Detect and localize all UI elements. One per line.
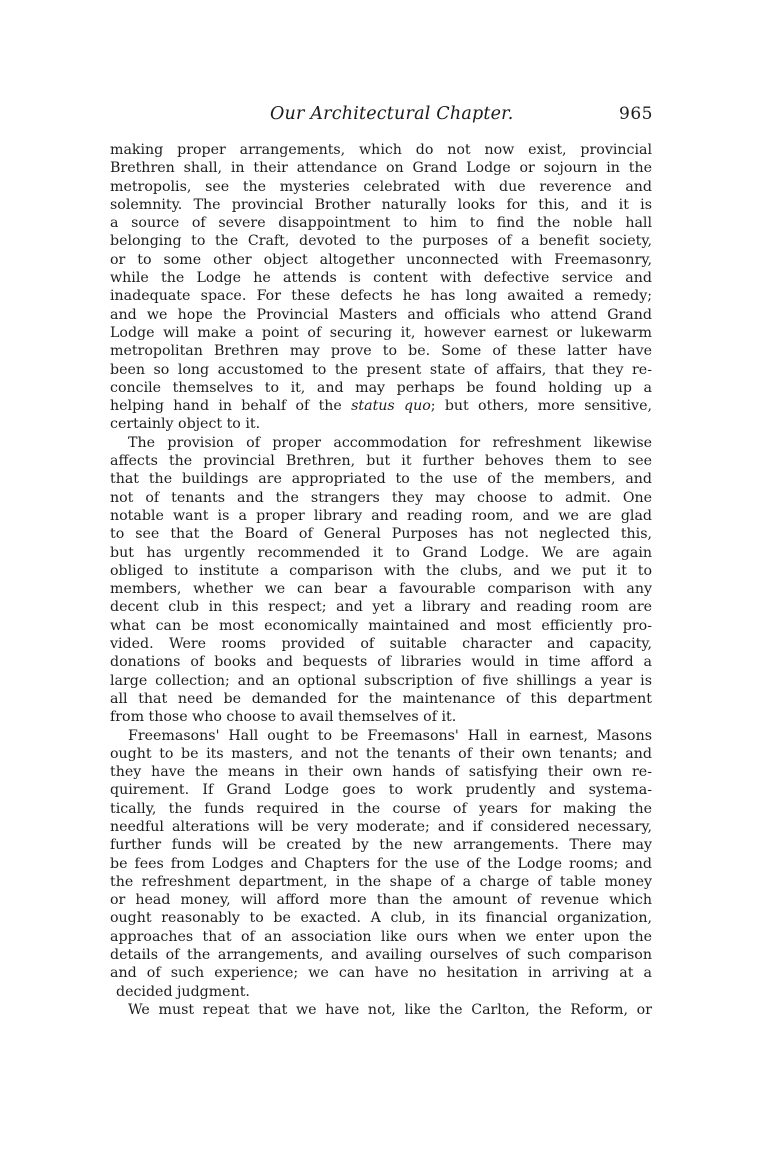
text-line: needful alterations will be very moderate; and if considered necessary, (110, 818, 652, 835)
text-line: and we hope the Provincial Masters and officials who attend Grand (110, 306, 652, 323)
text-line: inadequate space. For these defects he has long awaited a remedy; (110, 288, 652, 305)
text-line: the refreshment department, in the shape of a charge of table money (110, 873, 652, 890)
running-title: Our Architectural Chapter. (270, 104, 514, 124)
text-line: obliged to institute a comparison with the clubs, and we put it to (110, 562, 652, 579)
paragraph-start-line: We must repeat that we have not, like the Carlton, the Reform, or (128, 1001, 652, 1018)
text-line: Brethren shall, in their attendance on Grand Lodge or sojourn in the (110, 160, 652, 177)
text-line: what can be most economically maintained and most efficiently pro- (110, 617, 652, 634)
text-line: approaches that of an association like ours when we enter upon the (110, 928, 652, 945)
text-line: been so long accustomed to the present state of affairs, that they re- (110, 361, 652, 378)
text-line: while the Lodge he attends is content with defective service and (110, 270, 652, 287)
text-line: notable want is a proper library and reading room, and we are glad (110, 507, 652, 524)
text-line: metropolis, see the mysteries celebrated with due reverence and (110, 178, 652, 195)
paragraph-end-line: decided judgment. (116, 983, 250, 1000)
text-line: concile themselves to it, and may perhaps be found holding up a (110, 379, 652, 396)
italic-phrase: status quo (351, 398, 431, 415)
paragraph-start-line: The provision of proper accommodation for refreshment likewise (128, 434, 652, 451)
running-header (0, 104, 763, 132)
text-line: solemnity. The provincial Brother naturally looks for this, and it is (110, 196, 652, 213)
paragraph-end-line: certainly object to it. (110, 416, 261, 433)
text-line: but has urgently recommended it to Grand Lodge. We are again (110, 544, 652, 561)
text-line: not of tenants and the strangers they may choose to admit. One (110, 489, 652, 506)
text-line: metropolitan Brethren may prove to be. Some of these latter have (110, 343, 652, 360)
text-line: or head money, will afford more than the amount of revenue which (110, 892, 652, 909)
text-line: all that need be demanded for the maintenance of this department (110, 690, 652, 707)
text-line: Lodge will make a point of securing it, however earnest or lukewarm (110, 324, 652, 341)
text-line: making proper arrangements, which do not now exist, provincial (110, 142, 652, 158)
text-line: affects the provincial Brethren, but it further behoves them to see (110, 453, 652, 470)
body-text (110, 141, 652, 1019)
text-line: they have the means in their own hands of satisfying their own re- (110, 764, 652, 781)
text-line: be fees from Lodges and Chapters for the use of the Lodge rooms; and (110, 855, 652, 872)
text-line: details of the arrangements, and availing ourselves of such comparison (110, 947, 652, 964)
text-line: to see that the Board of General Purposes has not neglected this, (110, 526, 652, 543)
text-line: belonging to the Craft, devoted to the purposes of a benefit society, (110, 233, 652, 250)
page-number: 965 (619, 104, 653, 124)
text-line: that the buildings are appropriated to the use of the members, and (110, 471, 652, 488)
text-line: further funds will be created by the new arrangements. There may (110, 837, 652, 854)
text-line: or to some other object altogether unconnected with Freemasonry, (110, 251, 652, 268)
text-fragment: helping hand in behalf of the (110, 398, 352, 415)
text-line: donations of books and bequests of libraries would in time afford a (110, 654, 652, 671)
text-line: ought reasonably to be exacted. A club, in its financial organization, (110, 910, 652, 927)
text-line: members, whether we can bear a favourable comparison with any (110, 581, 652, 598)
text-fragment: ; but others, more sensitive, (430, 398, 652, 415)
paragraph-end-line: from those who choose to avail themselves of it. (110, 709, 457, 726)
text-line: a source of severe disappointment to him to find the noble hall (110, 215, 652, 232)
text-line-status-quo (110, 397, 652, 415)
text-line: large collection; and an optional subscription of five shillings a year is (110, 672, 652, 689)
text-line: quirement. If Grand Lodge goes to work prudently and systema- (110, 782, 652, 799)
text-line: ought to be its masters, and not the tenants of their own tenants; and (110, 745, 652, 762)
text-line: tically, the funds required in the course of years for making the (110, 800, 652, 817)
text-line: and of such experience; we can have no hesitation in arriving at a (110, 965, 652, 982)
text-line: decent club in this respect; and yet a library and reading room are (110, 599, 652, 616)
text-line: vided. Were rooms provided of suitable character and capacity, (110, 636, 652, 653)
paragraph-start-line: Freemasons' Hall ought to be Freemasons' Hall in earnest, Masons (128, 727, 652, 744)
